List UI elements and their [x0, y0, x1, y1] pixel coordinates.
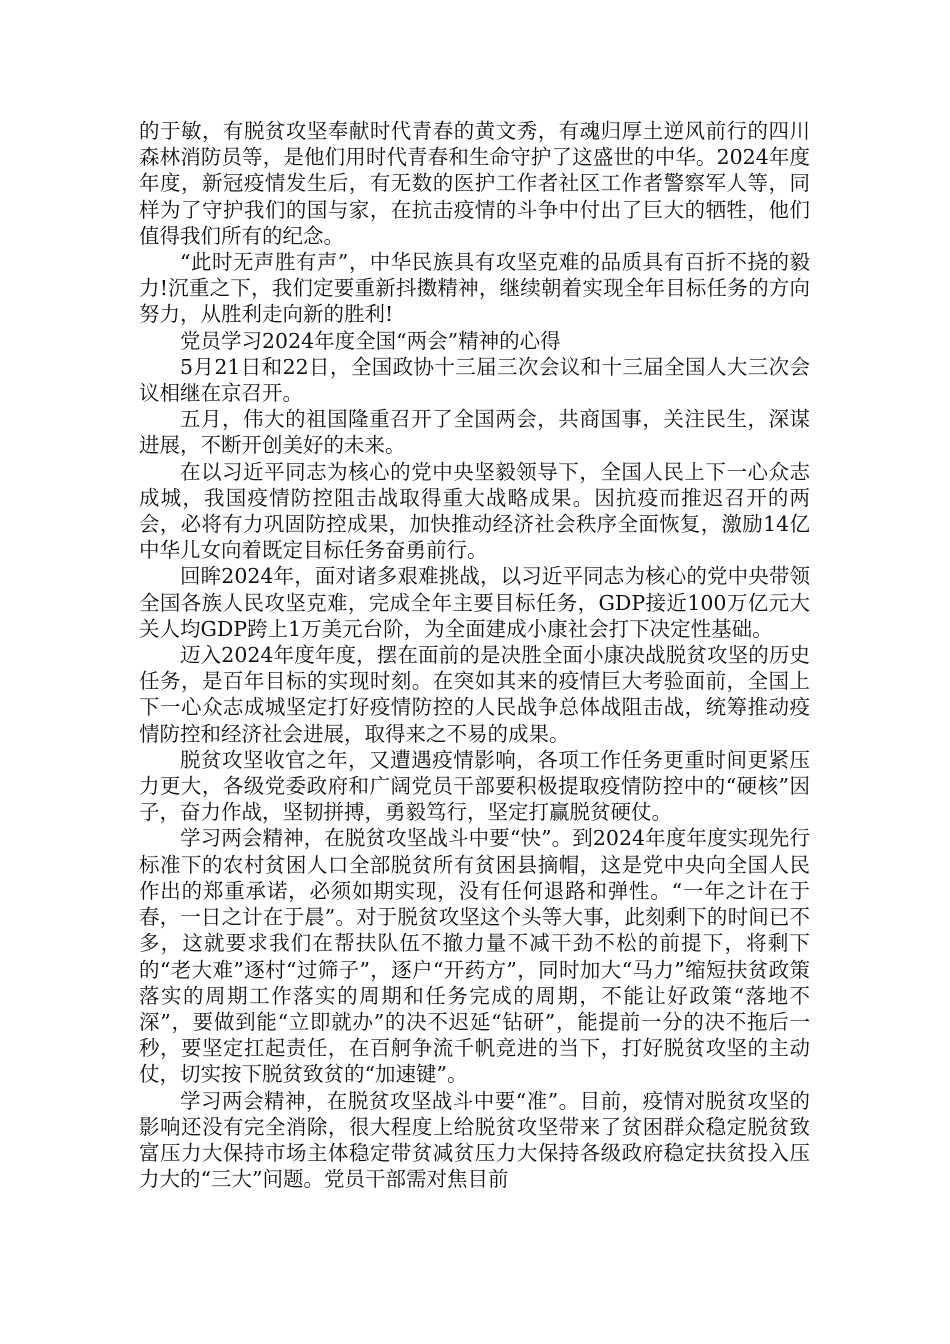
paragraph-review-2024: 回眸2024年，面对诸多艰难挑战，以习近平同志为核心的党中央带领全国各族人民攻坚克难，完成全年主要目标任务，GDP接近100万亿元大关人均GDP跨上1万美元台阶，为全面建成小康社会打下决定性基础。	[139, 564, 810, 641]
paragraph-continued: 的于敏，有脱贫攻坚奉献时代青春的黄文秀，有魂归厚土逆风前行的四川森林消防员等，是他们用时代青春和生命守护了这盛世的中华。2024年度年度，新冠疫情发生后，有无数的医护工作者社区工作者警察军人等，同样为了守护我们的国与家，在抗击疫情的斗争中付出了巨大的牺牲，他们值得我们所有的纪念。	[139, 119, 810, 248]
paragraph-fast: 学习两会精神，在脱贫攻坚战斗中要“快”。到2024年度年度实现先行标准下的农村贫困人口全部脱贫所有贫困县摘帽，这是党中央向全国人民作出的郑重承诺，必须如期实现，没有任何退路和弹性。“一年之计在于春，一日之计在于晨”。对于脱贫攻坚这个头等大事，此刻剩下的时间已不多，这就要求我们在帮扶队伍不撤力量不减干劲不松的前提下，将剩下的“老大难”逐村“过筛子”，逐户“开药方”，同时加大“马力”缩短扶贫政策落实的周期工作落实的周期和任务完成的周期，不能让好政策“落地不深”，要做到能“立即就办”的决不迟延“钻研”，能提前一分的决不拖后一秒，要坚定扛起责任，在百舸争流千帆竞进的当下，打好脱贫攻坚的主动仗，切实按下脱贫致贫的“加速键”。	[139, 826, 810, 1087]
paragraph-poverty-final-year: 脱贫攻坚收官之年，又遭遇疫情影响，各项工作任务更重时间更紧压力更大，各级党委政府和广阔党员干部要积极提取疫情防控中的“硬核”因子，奋力作战，坚韧拼搏，勇毅笃行，坚定打赢脱贫硬仗。	[139, 747, 810, 825]
paragraph-epidemic-control: 在以习近平同志为核心的党中央坚毅领导下，全国人民上下一心众志成城，我国疫情防控阻击战取得重大战略成果。因抗疫而推迟召开的两会，必将有力巩固防控成果，加快推动经济社会秩序全面恢复，激励14亿中华儿女向着既定目标任务奋勇前行。	[139, 459, 810, 563]
paragraph-meeting-dates: 5月21日和22日，全国政协十三届三次会议和十三届全国人大三次会议相继在京召开。	[139, 354, 810, 406]
paragraph-may: 五月，伟大的祖国隆重召开了全国两会，共商国事，关注民生，深谋进展，不断开创美好的未来。	[139, 407, 810, 458]
document-body	[139, 118, 810, 1192]
section-title: 党员学习2024年度全国“两会”精神的心得	[180, 328, 561, 353]
paragraph-entering-2024: 迈入2024年度年度，摆在面前的是决胜全面小康决战脱贫攻坚的历史任务，是百年目标的实现时刻。在突如其来的疫情巨大考验面前，全国上下一心众志成城坚定打好疫情防控的人民战争总体战阻击战，统筹推动疫情防控和经济社会进展，取得来之不易的成果。	[139, 643, 810, 746]
paragraph-silence: “此时无声胜有声”，中华民族具有攻坚克难的品质具有百折不挠的毅力!沉重之下，我们定要重新抖擞精神，继续朝着实现全年目标任务的方向努力，从胜利走向新的胜利!	[139, 250, 810, 327]
paragraph-accurate: 学习两会精神，在脱贫攻坚战斗中要“准”。目前，疫情对脱贫攻坚的影响还没有完全消除，很大程度上给脱贫攻坚带来了贫困群众稳定脱贫致富压力大保持市场主体稳定带贫减贫压力大保持各级政府稳定扶贫投入压力大的“三大”问题。党员干部需对焦目前	[139, 1088, 810, 1192]
